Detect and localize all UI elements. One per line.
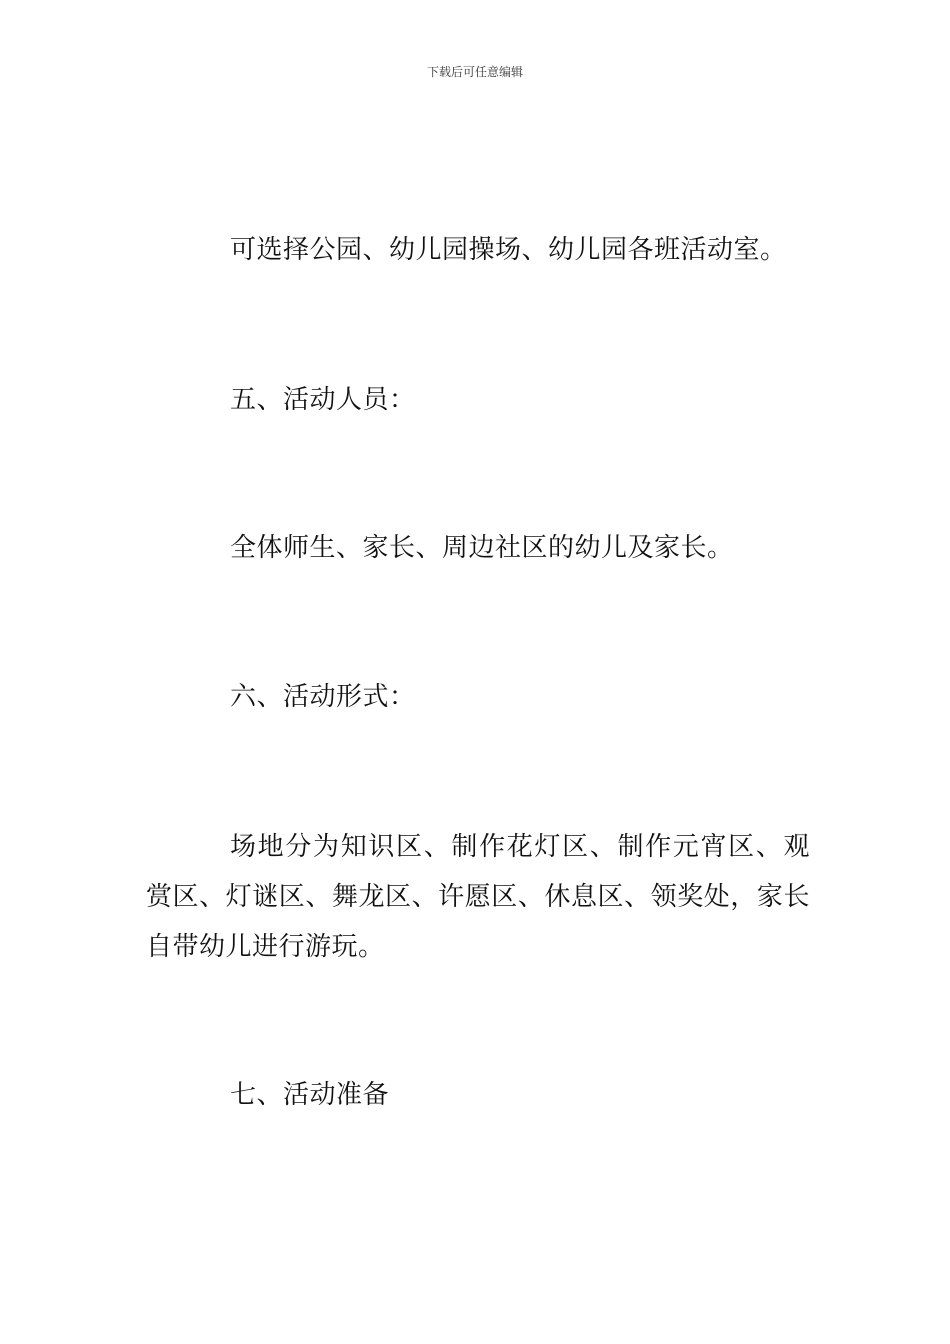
paragraph-participants: 全体师生、家长、周边社区的幼儿及家长。 — [230, 533, 734, 563]
page-header: 下载后可任意编辑 — [426, 65, 523, 79]
paragraph-format: 场地分为知识区、制作花灯区、制作元宵区、观赏区、灯谜区、舞龙区、许愿区、休息区、领奖处，家长自带幼儿进行游玩。 — [146, 832, 810, 962]
paragraph-location: 可选择公园、幼儿园操场、幼儿园各班活动室。 — [230, 235, 787, 265]
section-heading-preparation: 七、活动准备 — [230, 1080, 390, 1110]
section-heading-participants: 五、活动人员： — [230, 385, 416, 415]
section-heading-format: 六、活动形式： — [230, 682, 416, 712]
